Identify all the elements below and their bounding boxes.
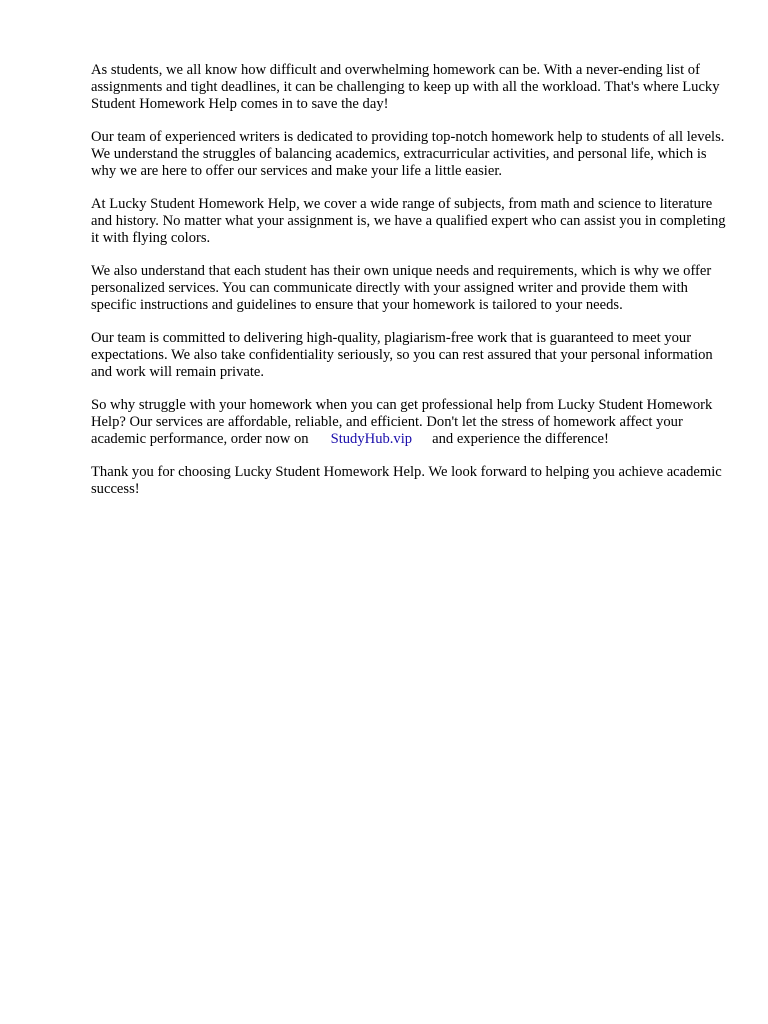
paragraph-quality: Our team is committed to delivering high-quality, plagiarism-free work that is guaranteed to meet your expectations. We also take confidentiality seriously, so you can rest assured that your personal information and work will remain private. — [91, 330, 713, 380]
studyhub-link[interactable]: StudyHub.vip — [330, 431, 413, 447]
document-body — [91, 62, 731, 514]
paragraph-intro: As students, we all know how difficult and overwhelming homework can be. With a never-ending list of assignments and tight deadlines, it can be challenging to keep up with all the workload. That's where Lucky Student Homework Help comes in to save the day! — [91, 62, 720, 112]
cta-text-after: and experience the difference! — [432, 431, 609, 447]
cta-text-before: So why struggle with your homework when you can get professional help from Lucky Student Homework Help? Our services are affordable, reliable, and efficient. Don't let the stress of homework affect your academic performance, order now on — [91, 397, 713, 447]
paragraph-closing: Thank you for choosing Lucky Student Homework Help. We look forward to helping you achieve academic success! — [91, 464, 722, 497]
paragraph-call-to-action — [91, 397, 731, 448]
paragraph-subjects: At Lucky Student Homework Help, we cover a wide range of subjects, from math and science to literature and history. No matter what your assignment is, we have a qualified expert who can assist you in completing it with flying colors. — [91, 196, 726, 246]
paragraph-team: Our team of experienced writers is dedicated to providing top-notch homework help to students of all levels. We understand the struggles of balancing academics, extracurricular activities, and personal life, which is why we are here to offer our services and make your life a little easier. — [91, 129, 725, 179]
paragraph-personalized: We also understand that each student has their own unique needs and requirements, which is why we offer personalized services. You can communicate directly with your assigned writer and provide them with specific instructions and guidelines to ensure that your homework is tailored to your needs. — [91, 263, 712, 313]
